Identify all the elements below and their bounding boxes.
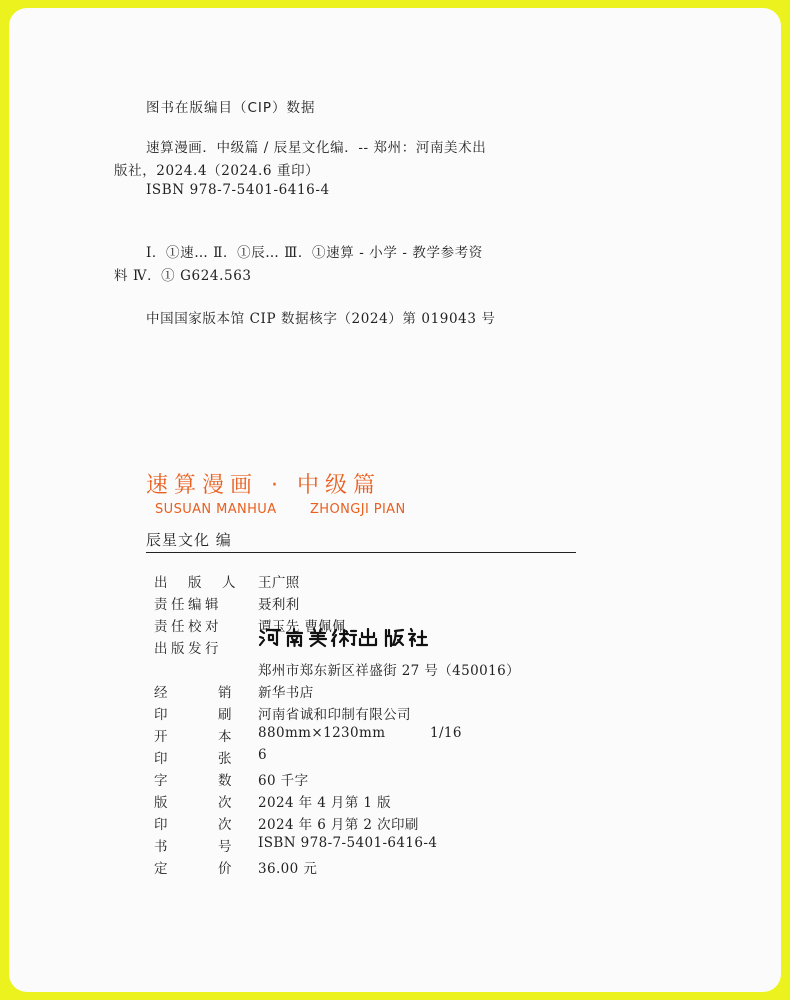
cip-citation-line-2: 版社，2024.4（2024.6 重印）: [114, 163, 320, 179]
colophon-value-proofreader: 谭玉先 曹佩佩: [258, 619, 347, 635]
cip-record-number: 中国国家版本馆 CIP 数据核字（2024）第 019043 号: [146, 311, 496, 327]
colophon-value-sheets: 6: [258, 747, 267, 763]
colophon-value-printer: 河南省诚和印制有限公司: [258, 707, 411, 723]
colophon-value-address: 郑州市郑东新区祥盛街 27 号（450016）: [258, 663, 520, 679]
book-pinyin-left: SUSUAN MANHUA: [155, 502, 277, 517]
title-divider: [146, 552, 576, 553]
book-pinyin-right: ZHONGJI PIAN: [310, 502, 406, 517]
colophon-value-format: 880mm×1230mm: [258, 725, 386, 741]
colophon-value-editor-in-charge: 聂利利: [258, 597, 300, 613]
colophon-value-printing: 2024 年 6 月第 2 次印刷: [258, 817, 419, 833]
publisher-calligraphy-logo: [258, 626, 428, 648]
book-title: 速算漫画 · 中级篇: [146, 473, 381, 498]
cip-classification-line-2: 料 Ⅳ．① G624.563: [114, 268, 252, 284]
colophon-value-word-count: 60 千字: [258, 773, 309, 789]
colophon-value-book-number: ISBN 978-7-5401-6416-4: [258, 835, 438, 851]
cip-citation-line-1: 速算漫画．中级篇 / 辰星文化编．-- 郑州：河南美术出: [146, 140, 487, 156]
colophon-value-seller: 新华书店: [258, 685, 314, 701]
colophon-value-edition: 2024 年 4 月第 1 版: [258, 795, 391, 811]
colophon-value-format-fold: 1/16: [430, 725, 462, 741]
cip-isbn: ISBN 978-7-5401-6416-4: [146, 182, 330, 198]
book-editor: 辰星文化 编: [146, 531, 232, 549]
cip-classification-line-1: Ⅰ．①速… Ⅱ．①辰… Ⅲ．①速算 - 小学 - 教学参考资: [146, 245, 483, 261]
colophon-value-price: 36.00 元: [258, 861, 318, 877]
cip-title: 图书在版编目（CIP）数据: [146, 100, 316, 116]
colophon-value-publisher: 王广照: [258, 575, 300, 591]
